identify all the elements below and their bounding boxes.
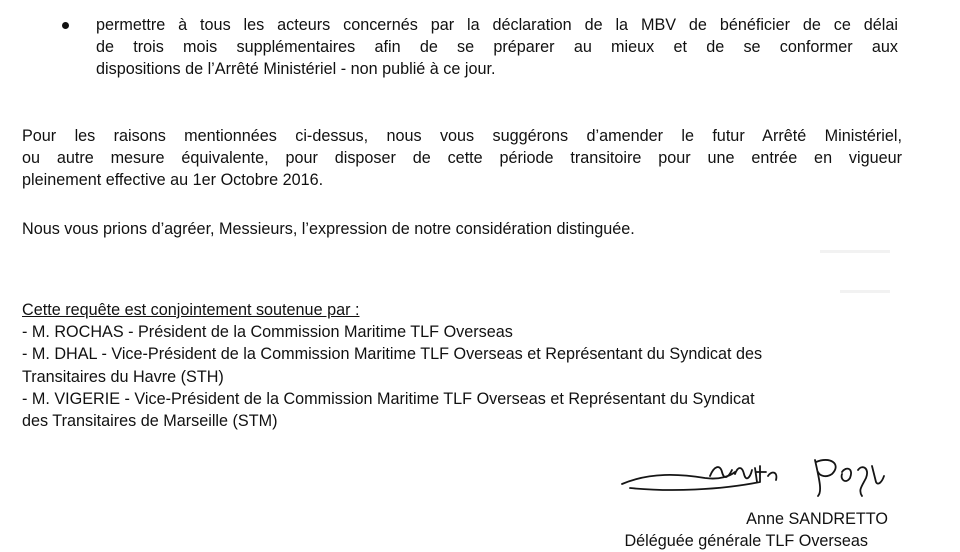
support-line: - M. ROCHAS - Président de la Commission Maritime TLF Overseas xyxy=(22,323,513,342)
support-title: Cette requête est conjointement soutenue par : xyxy=(22,301,360,319)
support-section xyxy=(22,299,902,432)
paragraph-closing xyxy=(22,218,902,240)
closing-line: Nous vous prions d’agréer, Messieurs, l’expression de notre considération distinguée. xyxy=(22,220,635,238)
bullet-line: dispositions de l’Arrêté Ministériel - non publié à ce jour. xyxy=(96,60,496,79)
support-line: - M. DHAL - Vice-Président de la Commission Maritime TLF Overseas et Représentant du Syndicat des xyxy=(22,345,763,364)
paragraph-line: ou autre mesure équivalente, pour disposer de cette période transitoire pour une entrée en vigueur xyxy=(22,149,902,168)
signer-name: Anne SANDRETTO xyxy=(746,510,888,528)
paragraph-line: pleinement effective au 1er Octobre 2016. xyxy=(22,171,324,190)
paragraph-amend xyxy=(22,125,902,192)
support-line: Transitaires du Havre (STH) xyxy=(22,367,224,386)
paragraph-line: Pour les raisons mentionnées ci-dessus, nous vous suggérons d’amender le futur Arrêté Ministériel, xyxy=(22,127,902,145)
bullet-line: permettre à tous les acteurs concernés par la déclaration de la MBV de bénéficier de ce délai xyxy=(96,16,898,34)
bullet-icon xyxy=(62,22,69,29)
bleed-through-mark xyxy=(820,250,890,253)
bleed-through-mark xyxy=(840,290,890,293)
bullet-text xyxy=(96,14,898,81)
support-line: - M. VIGERIE - Vice-Président de la Commission Maritime TLF Overseas et Représentant du Syndicat xyxy=(22,389,755,408)
support-line: des Transitaires de Marseille (STM) xyxy=(22,412,278,431)
signature-block xyxy=(600,452,920,550)
bullet-line: de trois mois supplémentaires afin de se préparer au mieux et de se conformer aux xyxy=(96,38,898,57)
signer-role: Déléguée générale TLF Overseas xyxy=(624,532,868,550)
handwritten-signature xyxy=(610,452,900,502)
